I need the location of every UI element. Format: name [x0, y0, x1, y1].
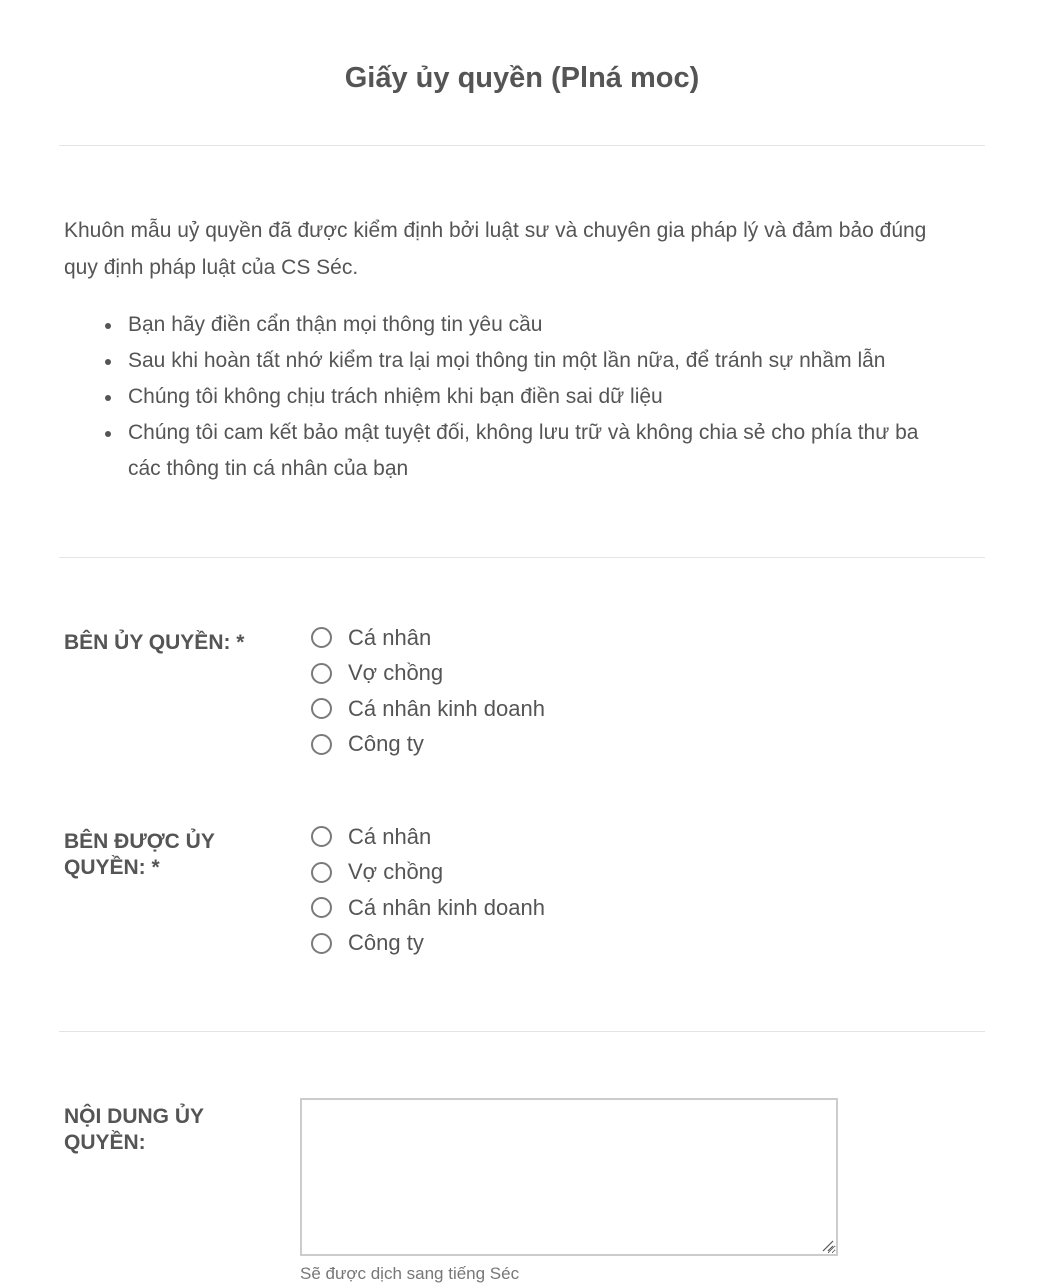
radio-button[interactable] — [311, 698, 332, 719]
list-item: Chúng tôi không chịu trách nhiệm khi bạn điền sai dữ liệu — [64, 379, 954, 415]
intro-text: Khuôn mẫu uỷ quyền đã được kiểm định bởi luật sư và chuyên gia pháp lý và đảm bảo đúng quy định pháp luật của CS Séc. — [64, 219, 927, 279]
radio-button[interactable] — [311, 933, 332, 954]
content-hint: Sẽ được dịch sang tiếng Séc — [300, 1264, 520, 1283]
grantee-option-spouses[interactable] — [311, 855, 545, 891]
option-label: Cá nhân kinh doanh — [348, 894, 545, 920]
grantor-option-sole-trader[interactable] — [311, 691, 545, 727]
grantee-option-individual[interactable] — [311, 819, 545, 855]
resize-handle-icon[interactable] — [820, 1238, 834, 1252]
grantor-option-individual[interactable] — [311, 620, 545, 656]
grantor-option-spouses[interactable] — [311, 656, 545, 692]
option-label: Cá nhân — [348, 823, 432, 849]
divider — [59, 557, 985, 558]
grantor-radio-group — [311, 620, 545, 762]
divider — [59, 1031, 985, 1032]
radio-button[interactable] — [311, 627, 332, 648]
grantee-option-sole-trader[interactable] — [311, 890, 545, 926]
page-title: Giấy ủy quyền (Plná moc) — [344, 62, 700, 94]
option-label: Cá nhân — [348, 624, 432, 650]
option-label: Vợ chồng — [348, 859, 444, 885]
radio-button[interactable] — [311, 862, 332, 883]
grantor-option-company[interactable] — [311, 727, 545, 763]
option-label: Cá nhân kinh doanh — [348, 695, 545, 721]
instruction-list — [64, 307, 954, 487]
list-item: Bạn hãy điền cẩn thận mọi thông tin yêu cầu — [64, 307, 954, 343]
option-label: Vợ chồng — [348, 660, 444, 686]
content-label: NỘI DUNG ỦY QUYỀN: — [64, 1105, 204, 1154]
divider — [59, 145, 985, 146]
content-textarea[interactable] — [300, 1098, 838, 1256]
grantor-label: BÊN ỦY QUYỀN: * — [64, 631, 245, 654]
option-label: Công ty — [348, 731, 424, 757]
grantee-radio-group — [311, 819, 545, 961]
grantee-label: BÊN ĐƯỢC ỦY QUYỀN: * — [64, 830, 215, 879]
list-item: Chúng tôi cam kết bảo mật tuyệt đối, không lưu trữ và không chia sẻ cho phía thư ba các thông tin cá nhân của bạn — [64, 415, 954, 487]
radio-button[interactable] — [311, 897, 332, 918]
list-item: Sau khi hoàn tất nhớ kiểm tra lại mọi thông tin một lần nữa, để tránh sự nhầm lẫn — [64, 343, 954, 379]
radio-button[interactable] — [311, 826, 332, 847]
grantee-option-company[interactable] — [311, 926, 545, 962]
option-label: Công ty — [348, 930, 424, 956]
radio-button[interactable] — [311, 734, 332, 755]
radio-button[interactable] — [311, 663, 332, 684]
